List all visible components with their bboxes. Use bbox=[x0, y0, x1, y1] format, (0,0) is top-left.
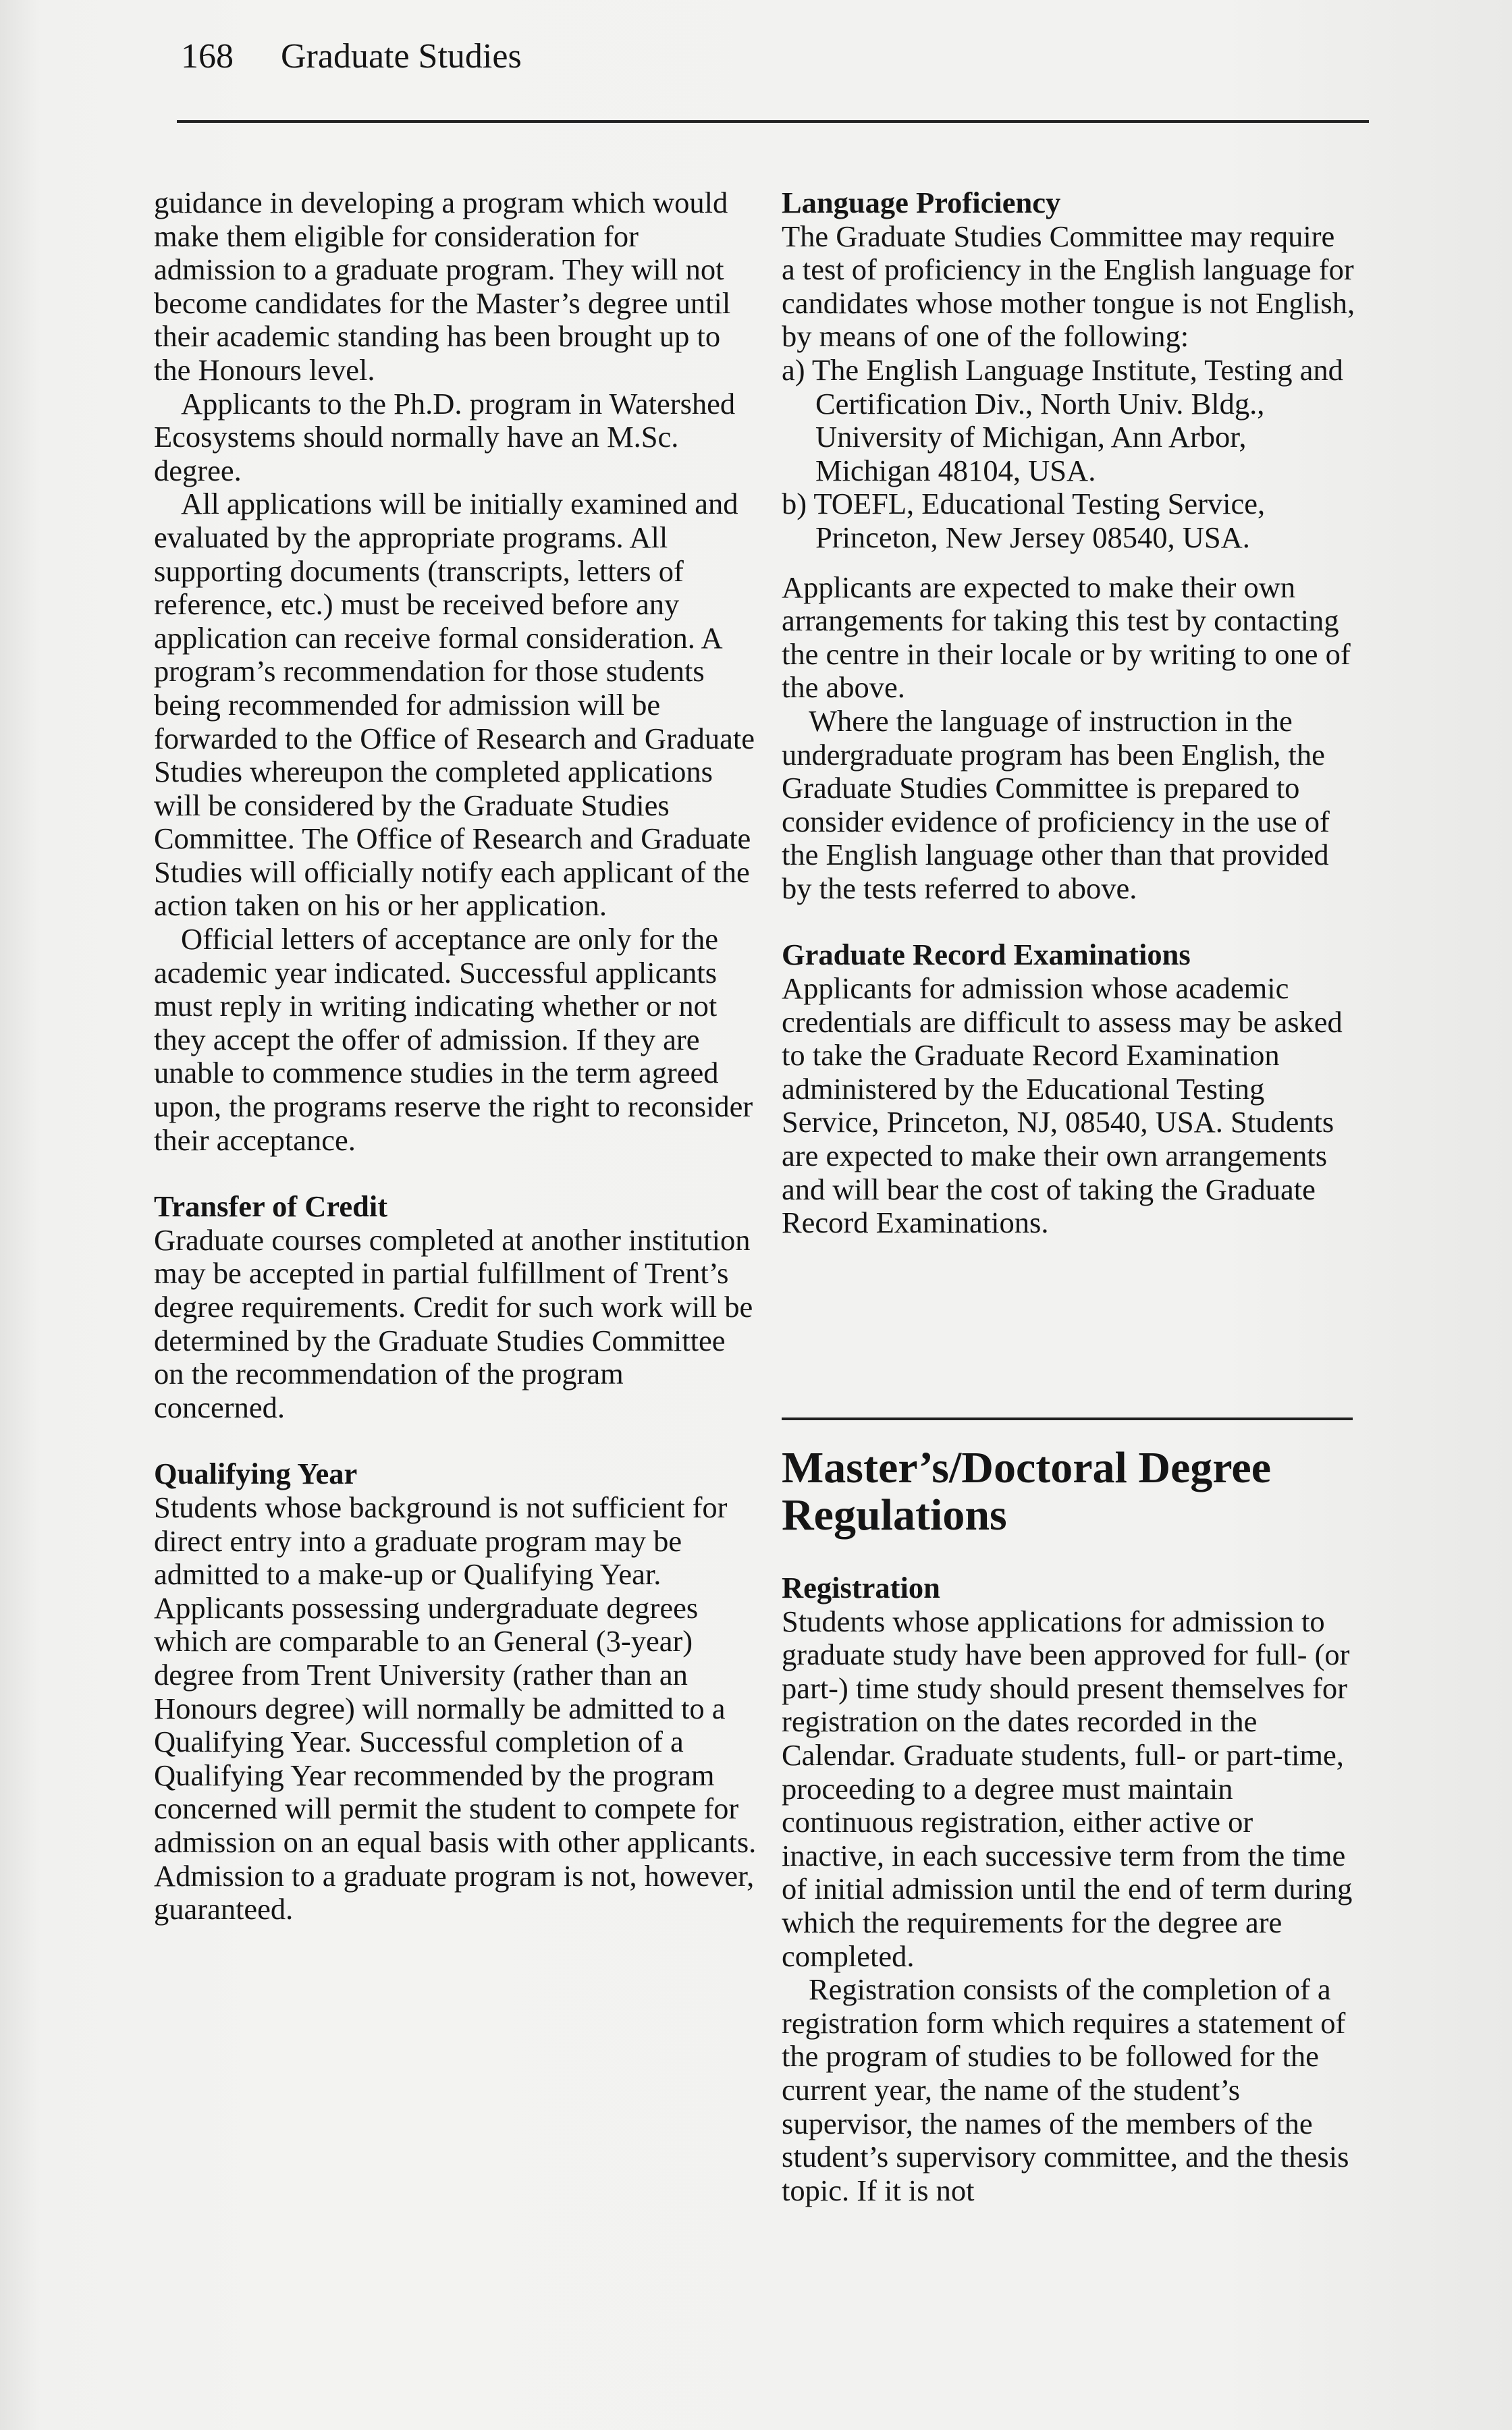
right-column bbox=[782, 186, 1355, 1240]
registration-paragraph: Students whose applications for admission to graduate study have been approved for full- (or part-) time study should present themselves for registration on the dates recorded in the Calendar. Graduate students, full- or part-time, proceeding to a degree must maintain continuous registration, either active or inactive, in each successive term from the time of initial admission until the end of term during which the requirements for the degree are completed. bbox=[782, 1604, 1353, 1973]
qualifying-year-text: Students whose background is not sufficient for direct entry into a graduate program may be admitted to a make-up or Qualifying Year. Applicants possessing undergraduate degrees which are comparable to an General (3-year) degree from Trent University (rather than an Honours degree) will normally be admitted to a Qualifying Year. Successful completion of a Qualifying Year recommended by the program concerned will permit the student to compete for admission on an equal basis with other applicants. Admission to a graduate program is not, however, guaranteed. bbox=[154, 1490, 757, 1926]
acceptance-letters-paragraph: Official letters of acceptance are only for the academic year indicated. Successful applicants must reply in writing indicating whether or not they accept the offer of admission. If they are unable to commence studies in the term agreed upon, the programs reserve the right to reconsider their acceptance. bbox=[154, 922, 753, 1157]
spacer bbox=[782, 905, 1355, 938]
registration-heading: Registration bbox=[782, 1571, 940, 1604]
qualifying-year-heading: Qualifying Year bbox=[154, 1457, 358, 1491]
admission-paragraph-continued: guidance in developing a program which would make them eligible for consideration for admission to a graduate program. They will not become candidates for the Master’s degree until their academic standing has been brought up to the Honours level. bbox=[154, 186, 731, 387]
header-rule bbox=[177, 120, 1369, 123]
application-review-paragraph: All applications will be initially examined and evaluated by the appropriate programs. All supporting documents (transcripts, letters of reference, etc.) must be received before any application can receive formal consideration. A program’s recommendation for those students being recommended for admission will be forwarded to the Office of Research and Graduate Studies whereupon the completed applications will be considered by the Graduate Studies Committee. The Office of Research and Graduate Studies will officially notify each applicant of the action taken on his or her application. bbox=[154, 487, 755, 923]
language-test-list bbox=[782, 354, 1355, 555]
transfer-of-credit-text: Graduate courses completed at another institution may be accepted in partial fulfillment of Trent’s degree requirements. Credit for such work will be determined by the Graduate Studies Committee on the recommendation of the program concerned. bbox=[154, 1222, 753, 1424]
registration-section bbox=[782, 1571, 1355, 2207]
spacer bbox=[154, 1157, 761, 1190]
registration-form-paragraph: Registration consists of the completion of a registration form which requires a statement of the program of studies to be followed for the current year, the name of the student’s supervisor, the names of the members of the student’s supervisory committee, and the thesis topic. If it is not bbox=[782, 1972, 1349, 2207]
section-title: Master’s/Doctoral Degree Regulations bbox=[782, 1443, 1272, 1540]
list-item: b) TOEFL, Educational Testing Service, Princeton, New Jersey 08540, USA. bbox=[782, 487, 1266, 554]
running-title: Graduate Studies bbox=[281, 37, 522, 76]
test-arrangements-paragraph: Applicants are expected to make their own arrangements for taking this test by contacting the centre in their locale or by writing to one of the above. bbox=[782, 570, 1351, 705]
left-column bbox=[154, 186, 761, 1926]
spacer bbox=[782, 555, 1355, 571]
language-proficiency-intro: The Graduate Studies Committee may require a test of proficiency in the English language for candidates whose mother tongue is not English, by means of one of the following: bbox=[782, 219, 1355, 354]
section-rule bbox=[782, 1418, 1353, 1420]
gre-text: Applicants for admission whose academic credentials are difficult to assess may be asked to take the Graduate Record Examination administered by the Educational Testing Service, Princeton, NJ, 08540, USA. Students are expected to make their own arrangements and will bear the cost of taking the Graduate Record Examinations. bbox=[782, 971, 1343, 1240]
english-instruction-paragraph: Where the language of instruction in the undergraduate program has been English, the Graduate Studies Committee is prepared to consider evidence of proficiency in the use of the English language other than that provided by the tests referred to above. bbox=[782, 703, 1330, 905]
language-proficiency-heading: Language Proficiency bbox=[782, 186, 1061, 219]
running-header bbox=[181, 35, 522, 78]
transfer-of-credit-heading: Transfer of Credit bbox=[154, 1189, 388, 1224]
gre-heading: Graduate Record Examinations bbox=[782, 938, 1191, 972]
phd-applicants-paragraph: Applicants to the Ph.D. program in Watershed Ecosystems should normally have an M.Sc. degree. bbox=[154, 386, 736, 487]
page-number: 168 bbox=[181, 37, 234, 76]
spacer bbox=[154, 1424, 761, 1457]
list-item: a) The English Language Institute, Testing and Certification Div., North Univ. Bldg., University of Michigan, Ann Arbor, Michigan 48104, USA. bbox=[782, 352, 1343, 487]
